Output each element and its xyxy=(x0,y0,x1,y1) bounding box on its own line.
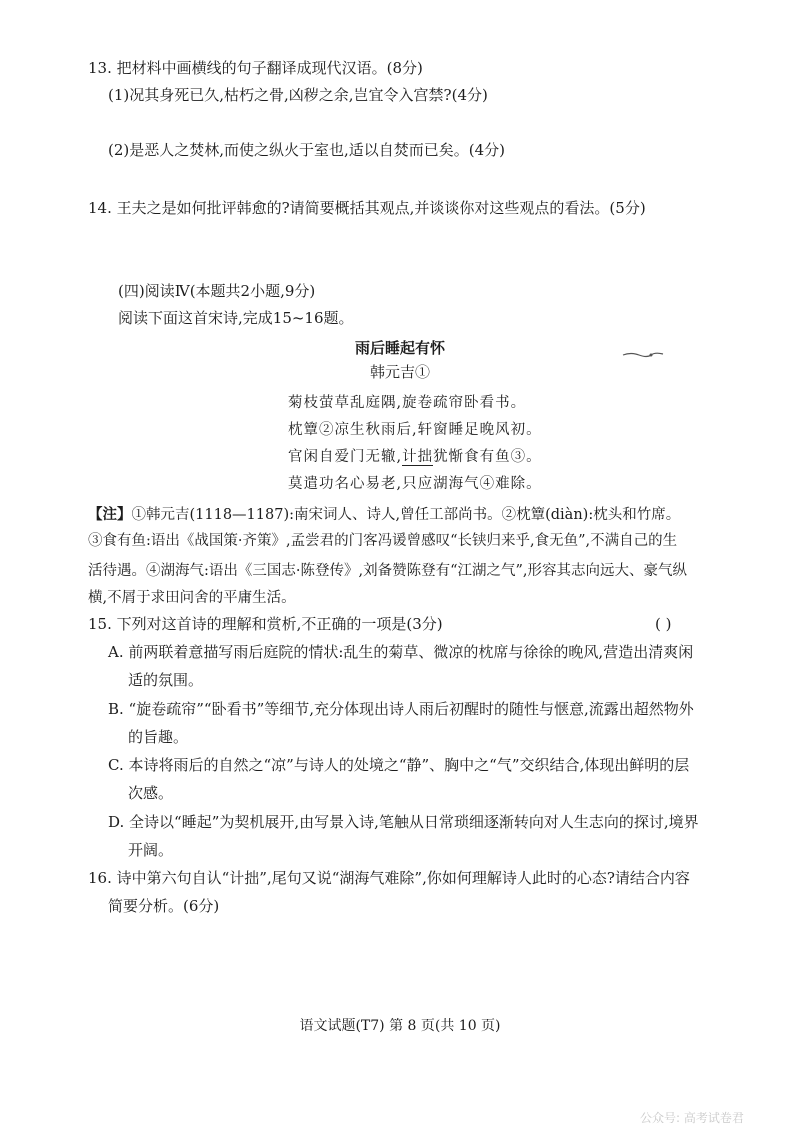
note-line-2: ③食有鱼:语出《战国策·齐策》,孟尝君的门客冯谖曾感叹“长铗归来乎,食无鱼”,不满自己的生 xyxy=(88,533,678,549)
option-c-line-1: C. 本诗将雨后的自然之“凉”与诗人的处境之“静”、胸中之“气”交织结合,体现出鲜明的层 xyxy=(108,756,690,774)
note-line-4: 横,不屑于求田问舍的平庸生活。 xyxy=(88,590,296,606)
note-line-1-text: ①韩元吉(1118—1187):南宋词人、诗人,曾任工部尚书。②枕簟(diàn):枕头和竹席。 xyxy=(131,507,681,523)
option-b-line-2: 的旨趣。 xyxy=(128,728,189,746)
poem-line-2: 枕簟②凉生秋雨后,轩窗睡足晚风初。 xyxy=(288,422,542,438)
option-d-line-1: D. 全诗以“睡起”为契机展开,由写景入诗,笔触从日常琐细逐渐转向对人生志向的探讨,境界 xyxy=(108,813,699,831)
question-16-line-1: 16. 诗中第六句自认“计拙”,尾句又说“湖海气难除”,你如何理解诗人此时的心态?请结合内容 xyxy=(88,869,690,887)
option-d-line-2: 开阔。 xyxy=(128,841,174,859)
poem-line-3-part-2: 犹惭食有鱼③。 xyxy=(433,449,542,465)
question-15-stem: 15. 下列对这首诗的理解和赏析,不正确的一项是(3分) xyxy=(88,615,443,633)
question-13-sub-2: (2)是恶人之焚林,而使之纵火于室也,适以自焚而已矣。(4分) xyxy=(108,141,506,159)
pen-scribble-mark xyxy=(621,350,665,360)
option-c-line-2: 次感。 xyxy=(128,784,174,802)
poem-title: 雨后睡起有怀 xyxy=(354,339,445,357)
option-a-line-2: 适的氛围。 xyxy=(128,671,204,689)
note-line-1 xyxy=(88,505,680,525)
question-16-line-2: 简要分析。(6分) xyxy=(108,897,220,915)
section-instruction: 阅读下面这首宋诗,完成15~16题。 xyxy=(118,309,354,327)
poem-line-1: 菊枝萤草乱庭隅,旋卷疏帘卧看书。 xyxy=(288,395,527,411)
watermark: 公众号: 高考试卷君 xyxy=(640,1111,744,1125)
question-13-sub-1: (1)况其身死已久,枯朽之骨,凶秽之余,岂宜令入宫禁?(4分) xyxy=(108,86,488,104)
note-line-3: 活待遇。④湖海气:语出《三国志·陈登传》,刘备赞陈登有“江湖之气”,形容其志向远大、豪气纵 xyxy=(88,563,688,579)
option-b-line-1: B. “旋卷疏帘”“卧看书”等细节,充分体现出诗人雨后初醒时的随性与惬意,流露出超然物外 xyxy=(108,700,694,718)
poem-line-3 xyxy=(288,447,542,467)
poem-line-3-part-1: 官闲自爱门无辙, xyxy=(288,449,403,465)
option-a-line-1: A. 前两联着意描写雨后庭院的情状:乱生的菊草、微凉的枕席与徐徐的晚风,营造出清爽闲 xyxy=(108,643,694,661)
poem-author: 韩元吉① xyxy=(369,363,430,381)
note-tag: 【注】 xyxy=(88,506,132,523)
page-footer: 语文试题(T7) 第 8 页(共 10 页) xyxy=(299,1018,501,1034)
question-14-stem: 14. 王夫之是如何批评韩愈的?请简要概括其观点,并谈谈你对这些观点的看法。(5分) xyxy=(88,199,646,217)
poem-underlined-phrase: 计拙 xyxy=(402,449,434,465)
section-heading: (四)阅读Ⅳ(本题共2小题,9分) xyxy=(118,282,316,300)
question-13-stem: 13. 把材料中画横线的句子翻译成现代汉语。(8分) xyxy=(88,59,423,77)
poem-line-4: 莫遣功名心易老,只应湖海气④难除。 xyxy=(288,476,542,492)
answer-parentheses: ( ) xyxy=(655,615,672,633)
